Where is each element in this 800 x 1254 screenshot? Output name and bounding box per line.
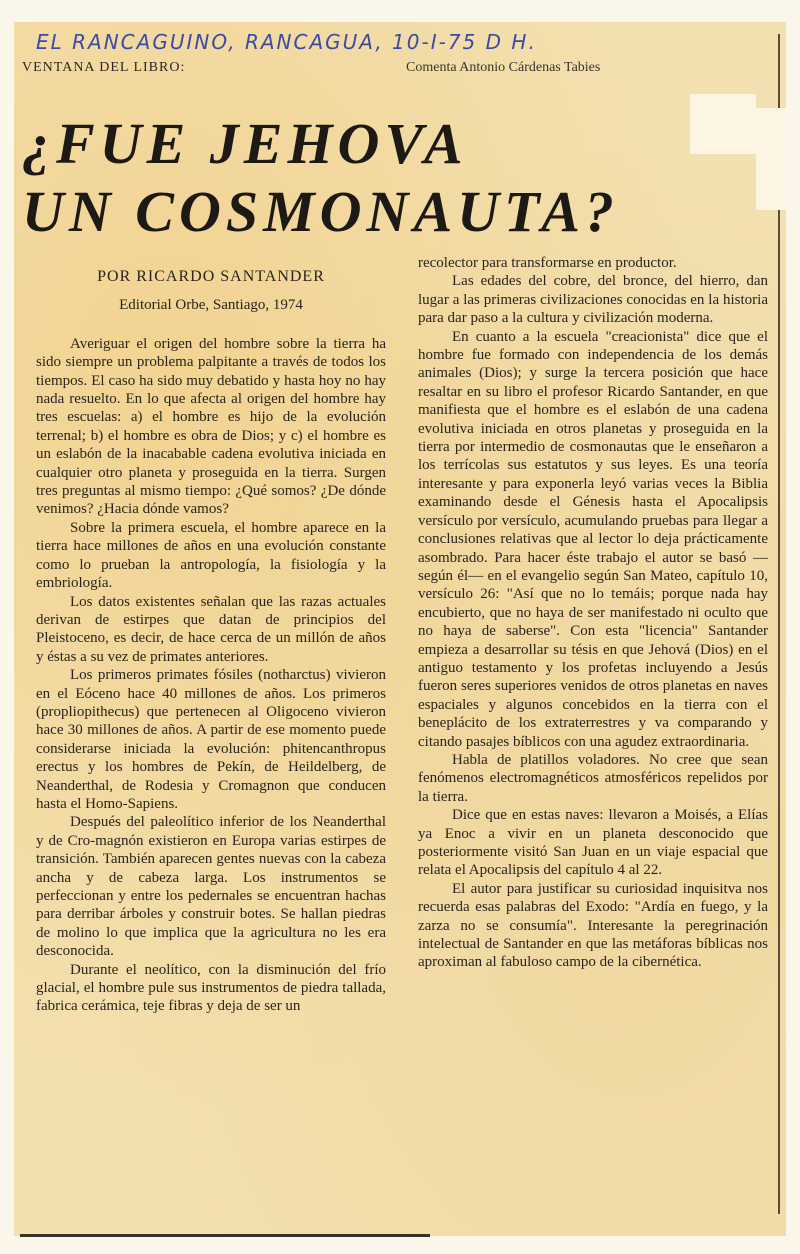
commentator-credit: Comenta Antonio Cárdenas Tabies: [406, 60, 601, 75]
paper-tear: [756, 108, 786, 210]
paragraph: Averiguar el origen del hombre sobre la tierra ha sido siempre un problema palpitante a través de todos los tiempos. El caso ha sido muy debatido y hasta hoy no hay nada resuelto. En lo que afecta al origen del hombre hay tres escuelas: a) el hombre es hijo de la evolución terrenal; b) el hombre es obra de Dios; y c) el hombre es un eslabón de la inacabable cadena evolutiva iniciada en cualquier otro planeta y proseguida en la tierra. Surgen tres preguntas al mismo tiempo: ¿Qué somos? ¿De dónde venimos? ¿Hacia dónde vamos?: [36, 335, 386, 518]
paragraph: Las edades del cobre, del bronce, del hierro, dan lugar a las primeras civilizaciones conocidas en la historia para dar paso a la cultura y civilización moderna.: [418, 273, 768, 327]
paragraph: Los primeros primates fósiles (notharctus) vivieron en el Eóceno hace 40 millones de años. Los primeros (propliopithecus) que pertenecen al Oligoceno vivieron hace 30 millones de años. A partir de ese momento puede considerarse iniciada la evolución: phitencanthropus erectus y los hombres de Pekín, de Heildelberg, de Neanderthal, de Rodesia y Cromagnon que conducen hasta el Homo-Sapiens.: [36, 667, 386, 812]
headline-line-1: ¿FUE JEHOVA: [22, 111, 468, 176]
headline: [22, 110, 619, 246]
paragraph: Después del paleolítico inferior de los Neanderthal y de Cro-magnón existieron en Europa varias estirpes de transición. También aparecen gentes nuevas con la cabeza ancha y de cabeza larga. Los instrumentos se perfeccionan y entre los pedernales se encuentran hachas para derribar árboles y construir botes. Se hallan piedras de molino lo que implica que la agricultura no les era desconocida.: [36, 814, 386, 960]
paragraph: Durante el neolítico, con la disminución del frío glacial, el hombre pule sus instrumentos de piedra tallada, fabrica cerámica, teje fibras y deja de ser un: [36, 961, 386, 1015]
article-column-right: [418, 254, 768, 972]
clipping-edge-rule: [778, 34, 780, 1214]
paragraph: Sobre la primera escuela, el hombre aparece en la tierra hace millones de años en una evolución constante como lo prueban la antropología, la fisiología y la embriología.: [36, 519, 386, 592]
paragraph: Los datos existentes señalan que las razas actuales derivan de estirpes que datan de principios del Pleistoceno, es decir, de hace cerca de un millón de años y éstas a su vez de primates anteriores.: [36, 593, 386, 665]
section-label: VENTANA DEL LIBRO:: [22, 60, 186, 75]
paragraph: recolector para transformarse en productor.: [418, 255, 677, 271]
handwritten-annotation: EL RANCAGUINO, RANCAGUA, 10-I-75 D H.: [36, 30, 537, 54]
headline-line-2: UN COSMONAUTA?: [22, 179, 619, 244]
newspaper-clipping: [14, 22, 786, 1236]
paper-tear: [690, 94, 756, 154]
publisher-info: Editorial Orbe, Santiago, 1974: [119, 297, 303, 314]
paragraph: Dice que en estas naves: llevaron a Moisés, a Elías ya Enoc a vivir en un planeta desconocido que posteriormente visitó San Juan en un viaje espacial que relata el Apocalipsis del capítulo 4 al 22.: [418, 807, 768, 879]
paragraph: En cuanto a la escuela "creacionista" dice que el hombre fue formado con independencia de los demás animales (Dios); y surge la tercera posición que hace resaltar en su libro el profesor Ricardo Santander, en que manifiesta que el hombre es el eslabón de una cadena evolutiva iniciada en otros planetas y proseguida en la tierra por intermedio de cosmonautas que le enseñaron a los terrícolas sus estatutos y sus leyes. Es una teoría interesante y para exponerla leyó varias veces la Biblia examinando desde el Génesis hasta el Apocalipsis versículo por versículo, acumulando pruebas para llegar a conclusiones relativas que al lector lo deja prácticamente asombrado. Para hacer éste trabajo el autor se basó —según él— en el evangelio según San Mateo, capítulo 10, versículo 26: "Así que no lo temáis; porque nada hay encubierto, que no haya de ser manifestado ni oculto que no haya de saberse". Con esta "licencia" Santander empieza a desarrollar su tésis en que Jehová (Dios) en el antiguo testamento y los profetas incluyendo a Jesús fueron seres superiores venidos de otros planetas en naves espaciales y algunos concebidos en la tierra con el beneplácito de los extraterrestres y va comparando y citando pasajes bíblicos con una agudez extraordinaria.: [418, 328, 768, 750]
paragraph: El autor para justificar su curiosidad inquisitva nos recuerda esas palabras del Exodo: "Ardía en fuego, y la zarza no se consumía". Interesante la peregrinación intelectual de Santander en que las metáforas bíblicas nos aproximan al fabuloso campo de la cibernética.: [418, 880, 768, 971]
paragraph: Habla de platillos voladores. No cree que sean fenómenos electromagnéticos atmosféricos repelidos por la tierra.: [418, 751, 768, 805]
article-column-left: [36, 254, 386, 1016]
bottom-rule: [20, 1234, 430, 1237]
byline: POR RICARDO SANTANDER: [97, 268, 325, 285]
